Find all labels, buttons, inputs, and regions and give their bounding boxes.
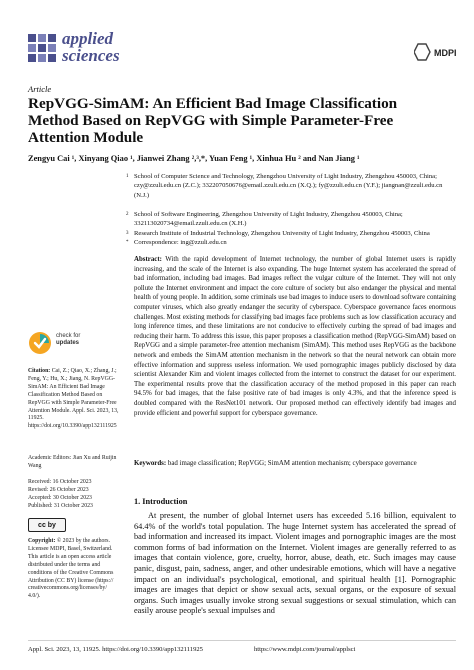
abstract-text: With the rapid development of Internet technology, the number of global Internet users is rapidly increasing, and the scale of the Internet is also expanding. The huge Internet system has accelerated the spread of bad information, including bad images. Bad images reflect the vulgar culture of the Internet. They will not only pollute the Internet environment and impact the core culture of society but also endanger the physical and mental health of young people. In addition, some criminals use bad images to induce users to download software containing computer viruses, which also greatly endanger the security of cyberspace. Cyberspace governance faces enormous challenges. Most existing methods for classifying bad images face problems such as low classification accuracy and long inference times, and these limitations are not conducive to effectively curbing the spread of bad images and reducing their harm. To address this issue, this paper proposes a classification method (RepVGG-SimAM) based on RepVGG and a simple parameter-free attention mechanism (SimAM). This method uses RepVGG as the backbone network and embeds the SimAM attention mechanism in the network so that the neural network can obtain more effective information and suppress useless information. We used pornographic images publicly disclosed by data scientist Alexander Kim and violent images collected from the internet to construct the dataset for our experiment. The experimental results prove that the classification accuracy of the method proposed in this paper can reach 94.5% for bad images, that the false positive rate of bad images is only 4.3%, and that the inference speed is doubled compared with the ResNet101 network. Our proposed method can effectively identify bad images and provide efficient and powerful support for cyberspace governance. [134, 256, 456, 417]
affiliation-1: 1 School of Computer Science and Technology, Zhengzhou University of Light Industry, Zhengzhou 450003, China; czy@zzuli.edu.cn (Z.C.); 332207050676@email.zzuli.edu.cn (X.Q.); fy@zzuli.edu.cn (Y.F.); jiangnan@zzuli.edu.cn (N.J.) [126, 173, 443, 199]
journal-name: applied sciences [62, 29, 120, 65]
citation-block: Citation: Cai, Z.; Qiao, X.; Zhang, J.; Feng, Y.; Hu, X.; Jiang, N. RepVGG-SimAM: An Efficient Bad Image Classification Method Based on RepVGG with Simple Parameter-Free Attention Module. Appl. Sci. 2023, 13, 11925. https://doi.org/10.3390/app132111925 [28, 368, 119, 430]
footer-citation[interactable]: Appl. Sci. 2023, 13, 11925. https://doi.org/10.3390/app132111925 [28, 646, 203, 653]
accepted-date: Accepted: 30 October 2023 [28, 494, 92, 501]
revised-date: Revised: 26 October 2023 [28, 486, 89, 493]
keywords [134, 459, 456, 469]
publisher-name: MDPI [434, 48, 456, 58]
applied-sciences-logo-icon [26, 30, 58, 66]
footer-journal-url[interactable]: https://www.mdpi.com/journal/applsci [254, 646, 356, 653]
received-date: Received: 16 October 2023 [28, 479, 92, 485]
check-for-updates-icon[interactable] [28, 331, 52, 355]
author-list: Zengyu Cai ¹, Xinyang Qiao ¹, Jianwei Zhang ²,³,*, Yuan Feng ¹, Xinhua Hu ² and Nan Jiang ¹ [28, 154, 360, 163]
check-for-updates-label[interactable]: check for updates [56, 333, 81, 346]
correspondence: * Correspondence: ing@zzuli.edu.cn [126, 239, 227, 246]
creative-commons-by-icon[interactable]: cc by [28, 518, 66, 532]
copyright-block: Copyright: © 2023 by the authors. Licensee MDPI, Basel, Switzerland. This article is an open access article distributed under the terms and conditions of the Creative Commons Attribution (CC BY) license (https:// creativecommons.org/licenses/by/ 4.0/). [28, 538, 114, 600]
introduction-text: At present, the number of global Internet users has exceeded 5.16 billion, equivalent to 64.4% of the world's total population. The huge Internet system has accelerated the spread of bad information and increased its impact. Violent images and pornographic images are the most common forms of bad information on the Internet. Violent images are generally referred to as images that contain violence, gore, cruelty, horror, abuse, death, etc. Such images may cause panic, disgust, pain, sadness, anger, and other undesirable emotions, which will have a negative impact on an individual's psychological, emotional, and spiritual health [1]. Pornographic images are images that depict or show sexual acts, sexual organs, or the exposure of sexual organs. Such images usually invoke strong sexual suggestions or sexual stimulation, which can easily arouse people's sexual impulses and [134, 511, 456, 616]
footer-divider [28, 640, 456, 641]
article-type: Article [28, 84, 52, 94]
published-date: Published: 31 October 2023 [28, 502, 93, 509]
abstract-label: Abstract: [134, 256, 162, 263]
abstract [134, 255, 456, 418]
affiliation-2: 2 School of Software Engineering, Zhengzhou University of Light Industry, Zhengzhou 450003, China; 332113020734@email.zzuli.edu.cn (X.H.) [126, 211, 403, 228]
keywords-text: bad image classification; RepVGG; SimAM attention mechanism; cyberspace governance [167, 460, 417, 467]
paper-title: RepVGG-SimAM: An Efficient Bad Image Classification Method Based on RepVGG with Simple Parameter-Free Attention Module [28, 95, 398, 146]
mdpi-logo-icon [414, 42, 456, 64]
section-heading-introduction: 1. Introduction [134, 497, 188, 506]
citation-text[interactable]: Cai, Z.; Qiao, X.; Zhang, J.; Feng, Y.; Hu, X.; Jiang, N. RepVGG-SimAM: An Efficient Bad Image Classification Method Based on RepVGG with Simple Parameter-Free Attention Module. Appl. Sci. 2023, 13, 11925. https://doi.org/10.3390/app132111925 [28, 368, 119, 430]
affiliation-3: 3 Research Institute of Industrial Technology, Zhengzhou University of Light Industry, Zhengzhou 450003, China [126, 230, 430, 237]
dates-block [28, 479, 120, 511]
keywords-label: Keywords: [134, 460, 167, 467]
academic-editors: Academic Editors: Jian Xu and Ruijin Wang [28, 455, 117, 469]
